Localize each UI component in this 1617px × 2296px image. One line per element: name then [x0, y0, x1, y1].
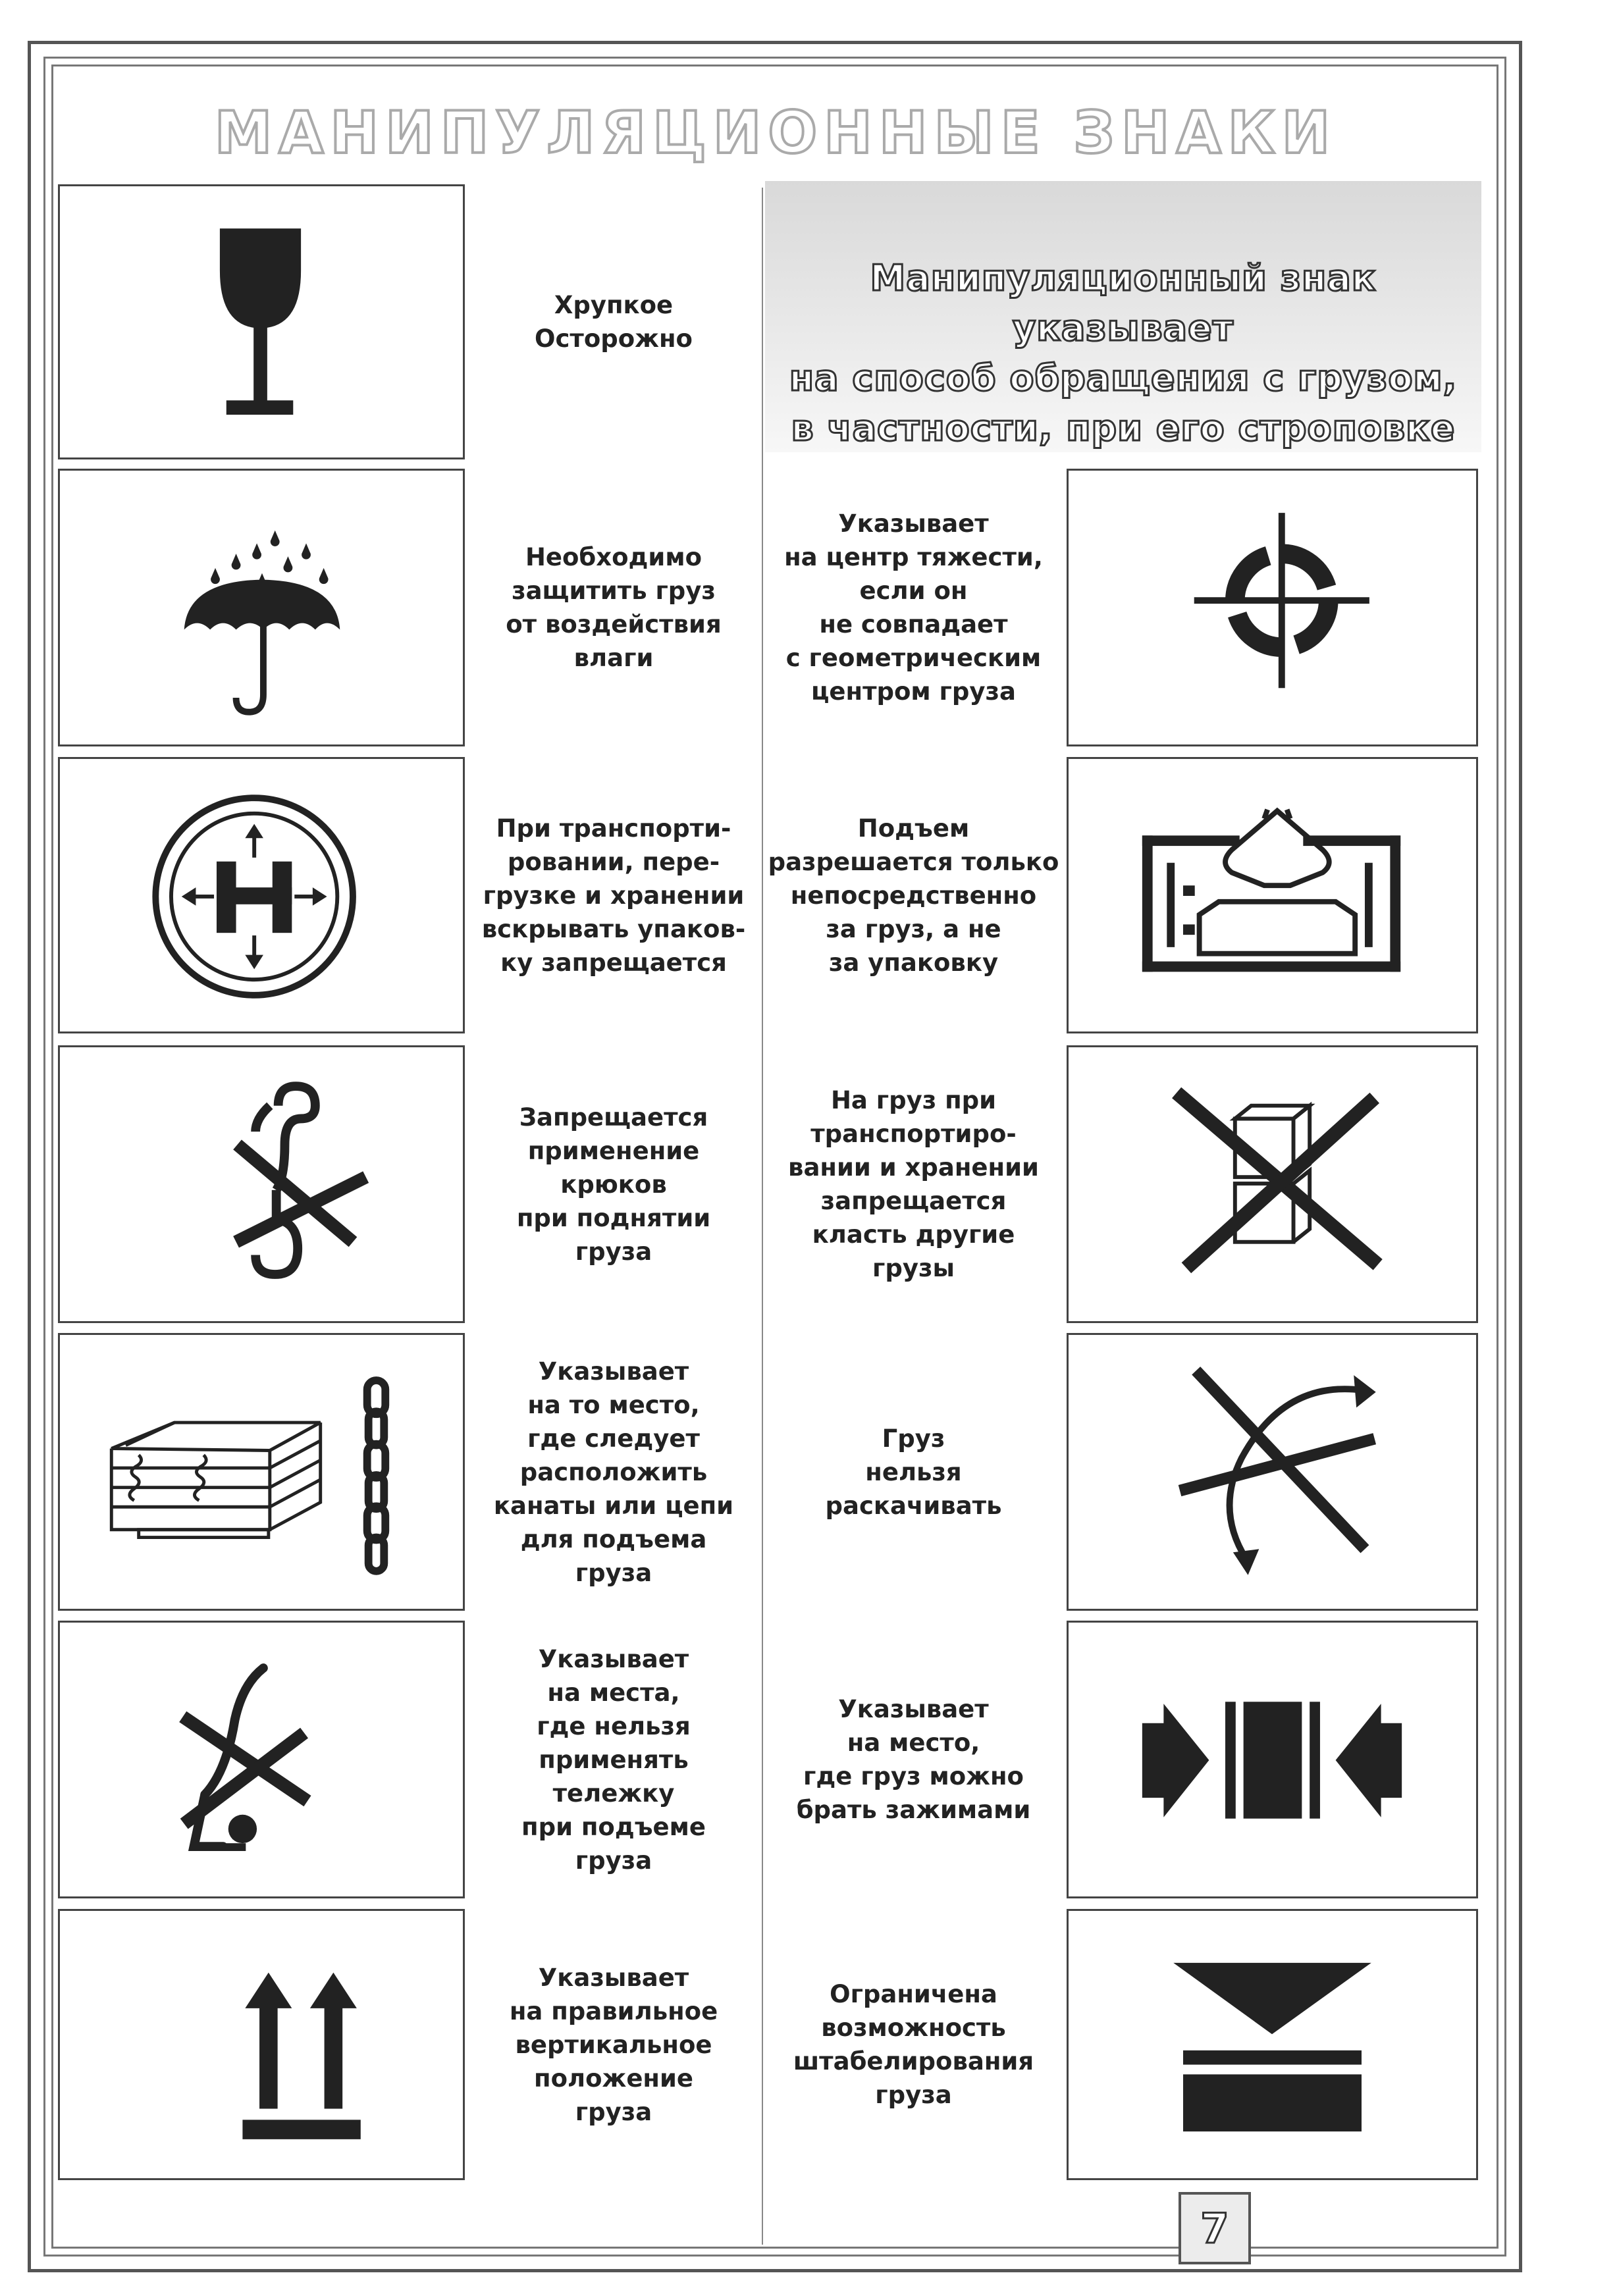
- sign-text-no-opening: При транспорти- ровании, пере- грузке и хранении вскрывать упаков- ку запрещается: [481, 814, 746, 977]
- umbrella-rain-icon: [60, 471, 463, 744]
- sign-text-sling: Указывает на то место, где следует расположить канаты или цепи для подъема груза: [493, 1357, 734, 1587]
- no-hand-truck-icon: [60, 1623, 463, 1896]
- column-divider: [762, 188, 763, 2245]
- sling-here-icon: [60, 1335, 463, 1609]
- sign-box-this-way-up: [58, 1909, 465, 2180]
- sign-box-no-hooks: [58, 1045, 465, 1323]
- sign-text-no-hooks: Запрещается применение крюков при поднятии груза: [516, 1103, 711, 1266]
- info-note-text: Манипуляционный знак указывает на способ обращения с грузом, в частности, при его строповке: [789, 257, 1458, 449]
- no-swinging-icon: [1069, 1335, 1476, 1609]
- no-hooks-icon: [60, 1047, 463, 1321]
- info-note-panel: [765, 181, 1481, 452]
- sign-box-umbrella: [58, 469, 465, 746]
- sign-box-sling: [58, 1333, 465, 1611]
- sign-text-moisture: Необходимо защитить груз от воздействия влаги: [506, 543, 722, 672]
- lift-by-goods-icon: [1069, 759, 1476, 1031]
- this-way-up-icon: [60, 1911, 463, 2178]
- sign-box-no-hand-truck: [58, 1621, 465, 1898]
- sign-box-no-swinging: [1067, 1333, 1478, 1611]
- page-number: 7: [1200, 2204, 1229, 2253]
- sign-box-clamp-here: [1067, 1621, 1478, 1898]
- sign-text-no-stacking: На груз при транспортиро- вании и хранении запрещается класть другие грузы: [788, 1086, 1039, 1282]
- sign-text-no-hand-truck: Указывает на места, где нельзя применять тележку при подъеме груза: [521, 1644, 706, 1875]
- page-title: МАНИПУЛЯЦИОННЫЕ ЗНАКИ: [214, 99, 1337, 167]
- sign-text-stacking-limit: Ограничена возможность штабелирования груза: [793, 1980, 1034, 2109]
- sign-box-stacking-limit: [1067, 1909, 1478, 2180]
- sign-box-no-opening: [58, 757, 465, 1033]
- stacking-limit-icon: [1069, 1911, 1476, 2178]
- sign-text-this-way-up: Указывает на правильное вертикальное положение груза: [509, 1963, 718, 2126]
- center-of-gravity-icon: [1069, 471, 1476, 744]
- sign-box-fragile: [58, 184, 465, 459]
- page-number-tab: [1179, 2192, 1251, 2264]
- sign-box-lift-by-goods: [1067, 757, 1478, 1033]
- sign-box-no-stacking: [1067, 1045, 1478, 1323]
- sign-text-no-swinging: Груз нельзя раскачивать: [825, 1424, 1002, 1520]
- sign-text-clamp-here: Указывает на место, где груз можно брать зажимами: [796, 1695, 1031, 1824]
- sign-box-center-of-gravity: [1067, 469, 1478, 746]
- no-opening-h-icon: [60, 759, 463, 1031]
- clamp-here-icon: [1069, 1623, 1476, 1896]
- sign-text-center-of-gravity: Указывает на центр тяжести, если он не совпадает с геометрическим центром груза: [784, 509, 1043, 706]
- fragile-glass-icon: [60, 186, 463, 457]
- sign-text-fragile: Хрупкое Осторожно: [535, 291, 693, 353]
- no-stacking-icon: [1069, 1047, 1476, 1321]
- sign-text-lift-by-goods: Подъем разрешается только непосредственно за груз, а не за упаковку: [768, 814, 1059, 977]
